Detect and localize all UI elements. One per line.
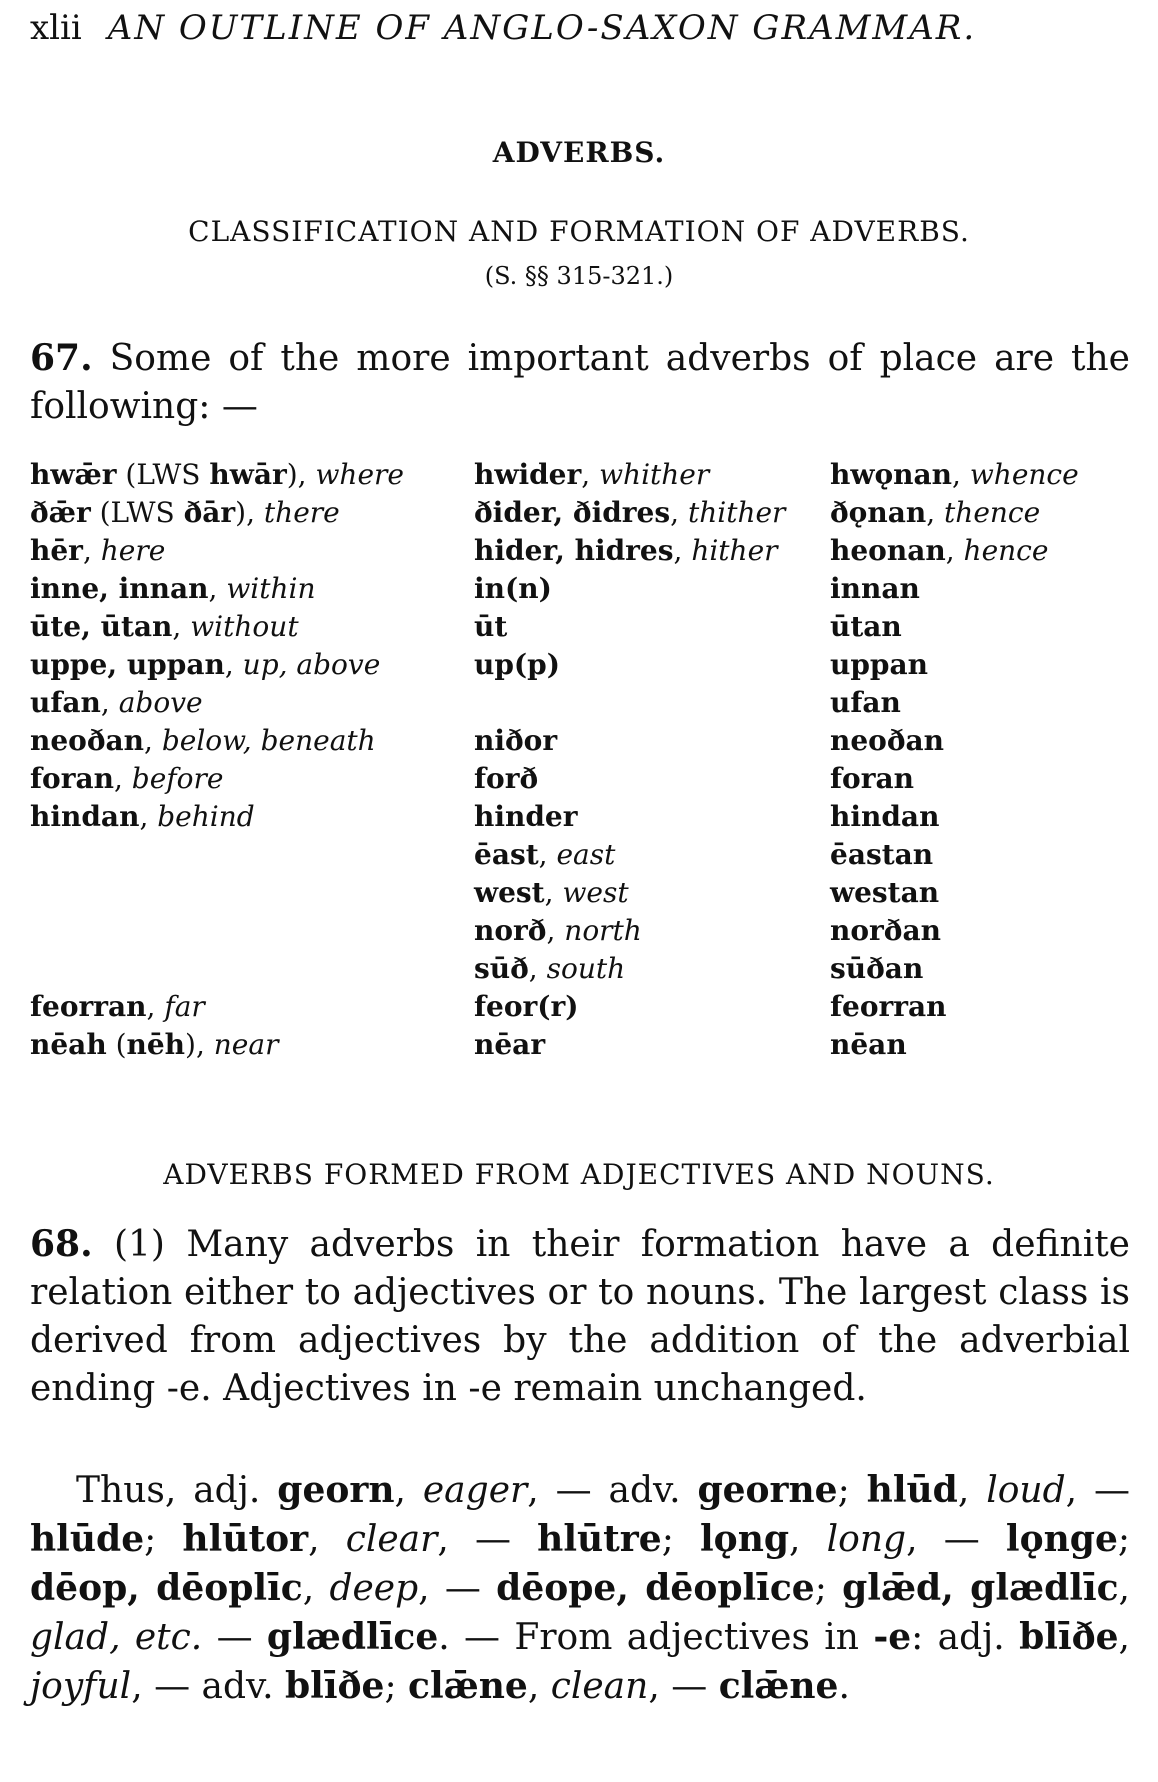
english-gloss: hither (691, 534, 778, 567)
anglo-saxon-word: uppan (830, 648, 929, 681)
table-cell (474, 762, 538, 795)
running-text: , (527, 1666, 551, 1707)
section-title: ADVERBS. (492, 136, 666, 169)
english-gloss: clean (550, 1666, 649, 1707)
english-gloss: above (118, 686, 203, 719)
table-cell (30, 648, 380, 681)
anglo-saxon-word: heonan (830, 534, 946, 567)
paragraph-67 (30, 334, 1130, 431)
anglo-saxon-word: dēop, dēoplīc (30, 1567, 303, 1609)
anglo-saxon-word: hindan (30, 800, 140, 833)
anglo-saxon-word: nēar (474, 1028, 546, 1061)
table-cell (30, 496, 340, 529)
table-cell (830, 838, 933, 871)
running-text: , (789, 1519, 827, 1560)
cell-text: ( (106, 1028, 127, 1061)
anglo-saxon-word: ūtan (830, 610, 902, 643)
english-gloss: there (263, 496, 340, 529)
table-cell (830, 534, 1048, 567)
anglo-saxon-word: west (474, 876, 545, 909)
anglo-saxon-word: hwider (474, 458, 582, 491)
running-text: ; (384, 1666, 409, 1707)
running-text: , — (418, 1568, 497, 1609)
running-text: , (302, 1568, 330, 1609)
english-gloss: where (315, 458, 404, 491)
english-gloss: here (100, 534, 166, 567)
anglo-saxon-word: ðār (183, 496, 236, 529)
anglo-saxon-word: neoðan (830, 724, 945, 757)
anglo-saxon-word: ēastan (830, 838, 934, 871)
english-gloss: up, above (242, 648, 381, 681)
running-text: , — adv. (527, 1470, 698, 1511)
table-cell (830, 610, 902, 643)
table-cell (830, 496, 1040, 529)
anglo-saxon-word: niðor (474, 724, 558, 757)
anglo-saxon-word: innan (830, 572, 920, 605)
paragraph-68 (30, 1220, 1130, 1413)
paragraph-examples (30, 1466, 1130, 1711)
anglo-saxon-word: neoðan (30, 724, 145, 757)
table-row (30, 686, 1130, 724)
running-text: ; (661, 1519, 700, 1560)
anglo-saxon-word: sūð (474, 952, 529, 985)
anglo-saxon-word: georn (277, 1469, 395, 1511)
running-text: , (308, 1519, 346, 1560)
table-cell (30, 990, 205, 1023)
english-gloss: thither (687, 496, 786, 529)
table-row (30, 952, 1130, 990)
anglo-saxon-word: clǣne (408, 1665, 528, 1707)
anglo-saxon-word: feor(r) (474, 990, 579, 1023)
cell-text: , (544, 876, 563, 909)
subsection-title: CLASSIFICATION AND FORMATION OF ADVERBS. (188, 215, 970, 248)
table-cell (830, 800, 939, 833)
table-cell (830, 648, 928, 681)
anglo-saxon-word: hinder (474, 800, 578, 833)
anglo-saxon-word: nēah (30, 1028, 107, 1061)
table-cell (474, 990, 579, 1023)
cell-text: , (952, 458, 970, 491)
cell-text: , (139, 800, 158, 833)
anglo-saxon-word: dēope, dēoplīce (496, 1567, 815, 1609)
running-title: AN OUTLINE OF ANGLO-SAXON GRAMMAR. (107, 8, 977, 48)
running-head (30, 8, 1130, 48)
running-text: , (1118, 1568, 1130, 1609)
anglo-saxon-word: ufan (30, 686, 101, 719)
anglo-saxon-word: ðǫnan (830, 496, 927, 529)
anglo-saxon-word: uppe, uppan (30, 648, 225, 681)
english-gloss: loud (986, 1470, 1066, 1511)
table-cell (474, 458, 709, 491)
anglo-saxon-word: feorran (30, 990, 147, 1023)
anglo-saxon-word: foran (30, 762, 114, 795)
english-gloss: without (190, 610, 299, 643)
cell-text: , (945, 534, 964, 567)
anglo-saxon-word: feorran (830, 990, 947, 1023)
running-text: , — adv. (131, 1666, 285, 1707)
table-row (30, 648, 1130, 686)
english-gloss: whence (969, 458, 1079, 491)
running-text: , (1118, 1617, 1130, 1658)
table-cell (830, 762, 914, 795)
anglo-saxon-word: ðider, ðidres (474, 496, 671, 529)
table-cell (474, 496, 785, 529)
anglo-saxon-word: sūðan (830, 952, 924, 985)
anglo-saxon-word: in(n) (474, 572, 552, 605)
cell-text: , (144, 724, 162, 757)
running-text: ; (1117, 1519, 1130, 1560)
running-text: , (394, 1470, 423, 1511)
table-row (30, 496, 1130, 534)
english-gloss: far (164, 990, 205, 1023)
anglo-saxon-word: nēh (126, 1028, 186, 1061)
cell-text: ), (235, 496, 264, 529)
table-cell (30, 800, 255, 833)
running-text: , — (648, 1666, 719, 1707)
anglo-saxon-word: blīðe (1019, 1616, 1119, 1658)
english-gloss: eager (422, 1470, 528, 1511)
table-row (30, 572, 1130, 610)
cell-text: , (224, 648, 243, 681)
anglo-saxon-word: ðǣr (30, 496, 91, 529)
english-gloss: deep (329, 1568, 419, 1609)
table-row (30, 1028, 1130, 1066)
table-cell (30, 534, 165, 567)
table-row (30, 458, 1130, 496)
table-row (30, 800, 1130, 838)
english-gloss: joyful (30, 1666, 132, 1707)
subsection-reference: (S. §§ 315-321.) (484, 262, 674, 290)
table-row (30, 762, 1130, 800)
table-cell (830, 952, 923, 985)
english-gloss: clear (345, 1519, 438, 1560)
english-gloss: near (213, 1028, 279, 1061)
paragraph-number: 67. (30, 337, 93, 379)
english-gloss: east (556, 838, 616, 871)
cell-text: (LWS (90, 496, 184, 529)
table-cell (830, 724, 944, 757)
cell-text: , (926, 496, 945, 529)
anglo-saxon-word: up(p) (474, 648, 561, 681)
cell-text: , (581, 458, 600, 491)
table-cell (474, 876, 629, 909)
table-row (30, 534, 1130, 572)
cell-text: , (538, 838, 557, 871)
anglo-saxon-word: nēan (830, 1028, 907, 1061)
anglo-saxon-word: hindan (830, 800, 940, 833)
paragraph-number: 68. (30, 1223, 93, 1265)
table-cell (30, 458, 404, 491)
running-text: ; (144, 1519, 183, 1560)
anglo-saxon-word: norð (474, 914, 547, 947)
anglo-saxon-word: norðan (830, 914, 941, 947)
running-text: . — From adjectives in (438, 1617, 874, 1658)
cell-text: , (172, 610, 191, 643)
table-cell (474, 914, 642, 947)
table-row (30, 876, 1130, 914)
running-text: Thus, adj. (76, 1470, 278, 1511)
cell-text: , (673, 534, 692, 567)
table-row (30, 724, 1130, 762)
english-gloss: west (562, 876, 629, 909)
table-cell (30, 762, 223, 795)
table-cell (30, 724, 376, 757)
table-cell (30, 1028, 278, 1061)
table-cell (830, 458, 1079, 491)
anglo-saxon-word: inne, innan (30, 572, 209, 605)
anglo-saxon-word: hider, hidres (474, 534, 674, 567)
paragraph-text: (1) Many adverbs in their formation have a definite relation either to adjectives or to nouns. The largest class is derived from adjectives by the addition of the adverbial ending -e. Adjectives in -e remain unchanged. (30, 1224, 1130, 1409)
table-cell (830, 686, 901, 719)
english-gloss: within (226, 572, 316, 605)
table-cell (474, 724, 557, 757)
cell-text: ), (286, 458, 316, 491)
anglo-saxon-word: lǫng (700, 1518, 790, 1560)
cell-text: ), (185, 1028, 214, 1061)
table-cell (474, 648, 560, 681)
table-cell (474, 800, 578, 833)
english-gloss: long (826, 1519, 907, 1560)
english-gloss: north (564, 914, 642, 947)
running-text: , — (906, 1519, 1006, 1560)
running-text: ; (837, 1470, 867, 1511)
table-cell (474, 572, 552, 605)
anglo-saxon-word: westan (830, 876, 940, 909)
english-gloss: below, beneath (161, 724, 376, 757)
anglo-saxon-word: foran (830, 762, 914, 795)
anglo-saxon-word: hwǣr (30, 458, 117, 491)
paragraph-text: Some of the more important adverbs of place are the following: — (30, 338, 1130, 427)
table-cell (830, 876, 939, 909)
cell-text: , (208, 572, 227, 605)
table-cell (474, 952, 625, 985)
running-text: ; (814, 1568, 843, 1609)
anglo-saxon-word: hlūtre (537, 1518, 662, 1560)
table-cell (30, 686, 203, 719)
running-text: : adj. (911, 1617, 1020, 1658)
table-cell (830, 1028, 907, 1061)
running-text: . (838, 1666, 850, 1707)
table-row (30, 610, 1130, 648)
table-cell (830, 914, 941, 947)
anglo-saxon-word: hlūtor (182, 1518, 309, 1560)
english-gloss: thence (944, 496, 1041, 529)
anglo-saxon-word: hlūde (30, 1518, 145, 1560)
table-row (30, 914, 1130, 952)
cell-text: , (528, 952, 547, 985)
anglo-saxon-word: ēast (474, 838, 539, 871)
running-text: — (202, 1617, 267, 1658)
table-row (30, 838, 1130, 876)
english-gloss: before (131, 762, 224, 795)
running-text: , — (1065, 1470, 1131, 1511)
english-gloss: glad, etc. (30, 1617, 203, 1658)
page-number: xlii (30, 8, 82, 48)
running-text: , — (437, 1519, 538, 1560)
cell-text: , (670, 496, 688, 529)
english-gloss: south (546, 952, 626, 985)
table-cell (474, 838, 615, 871)
anglo-saxon-word: ūte, ūtan (30, 610, 173, 643)
anglo-saxon-word: glædlīce (266, 1616, 439, 1658)
anglo-saxon-word: glǣd, glædlīc (842, 1567, 1119, 1609)
anglo-saxon-word: lǫnge (1005, 1518, 1118, 1560)
anglo-saxon-word: hlūd (866, 1469, 958, 1511)
adverbs-of-place-table (30, 458, 1130, 1066)
table-cell (830, 572, 920, 605)
anglo-saxon-word: hēr (30, 534, 83, 567)
cell-text: (LWS (116, 458, 210, 491)
table-cell (474, 610, 507, 643)
anglo-saxon-word: hwār (209, 458, 287, 491)
anglo-saxon-word: ufan (830, 686, 901, 719)
table-cell (830, 990, 947, 1023)
cell-text: , (100, 686, 119, 719)
cell-text: , (82, 534, 101, 567)
cell-text: , (546, 914, 565, 947)
anglo-saxon-word: blīðe (285, 1665, 385, 1707)
running-text: , (957, 1470, 987, 1511)
cell-text: , (146, 990, 165, 1023)
table-cell (30, 572, 316, 605)
anglo-saxon-word: clǣne (718, 1665, 839, 1707)
table-cell (30, 610, 299, 643)
anglo-saxon-word: hwǫnan (830, 458, 952, 491)
table-row (30, 990, 1130, 1028)
anglo-saxon-word: forð (474, 762, 539, 795)
subsection-title-2: ADVERBS FORMED FROM ADJECTIVES AND NOUNS. (163, 1158, 995, 1191)
anglo-saxon-word: ūt (474, 610, 508, 643)
table-cell (474, 534, 778, 567)
english-gloss: whither (599, 458, 710, 491)
english-gloss: hence (963, 534, 1049, 567)
table-cell (474, 1028, 545, 1061)
anglo-saxon-word: georne (697, 1469, 838, 1511)
anglo-saxon-word: -e (873, 1616, 912, 1658)
cell-text: , (113, 762, 132, 795)
english-gloss: behind (157, 800, 255, 833)
